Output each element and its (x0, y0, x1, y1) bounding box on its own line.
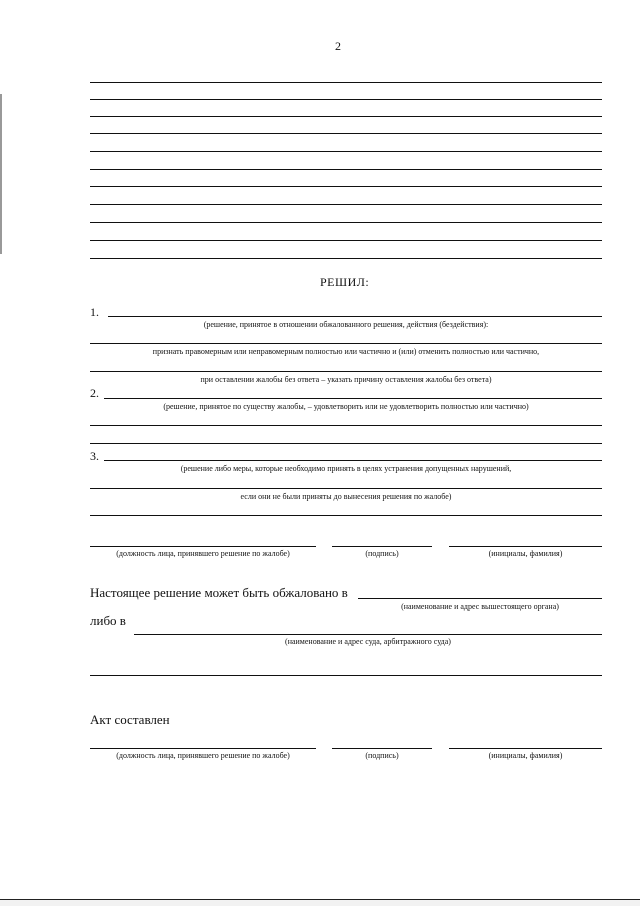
blank-line (90, 99, 602, 100)
item-1-caption-3: при оставлении жалобы без ответа – указать причину оставления жалобы без ответа) (200, 375, 492, 384)
court-line-2 (90, 675, 602, 676)
item-1-number: 1. (90, 305, 99, 319)
blank-line (90, 204, 602, 205)
scan-margin-mark (0, 94, 2, 254)
item-2-line-3 (90, 443, 602, 444)
court-caption: (наименование и адрес суда, арбитражного суда) (285, 637, 451, 646)
blank-line (90, 222, 602, 223)
item-3-line-2 (90, 488, 602, 489)
item-2-caption: (решение, принятое по существу жалобы, – удовлетворить или не удовлетворить полностью или частично) (163, 402, 529, 411)
signature-line (332, 748, 432, 749)
blank-line (90, 169, 602, 170)
or-text: либо в (90, 613, 126, 628)
position-caption: (должность лица, принявшего решение по жалобе) (116, 549, 290, 558)
higher-body-caption: (наименование и адрес вышестоящего органа) (401, 602, 559, 611)
item-2-line-2 (90, 425, 602, 426)
signature-caption: (подпись) (365, 549, 399, 558)
item-1-line-3 (90, 371, 602, 372)
blank-line (90, 151, 602, 152)
item-1-caption: (решение, принятое в отношении обжалованного решения, действия (бездействия): (203, 320, 489, 329)
blank-line (90, 258, 602, 259)
blank-line (90, 186, 602, 187)
name-caption: (инициалы, фамилия) (488, 549, 563, 558)
item-3-caption: (решение либо меры, которые необходимо принять в целях устранения допущенных нарушений, (180, 464, 512, 473)
position-line (90, 748, 316, 749)
appeal-text: Настоящее решение может быть обжаловано в (90, 585, 348, 600)
item-1-caption-2: признать правомерным или неправомерным полностью или частично и (или) отменить полностью или частично, (152, 347, 540, 356)
blank-line (90, 133, 602, 134)
court-field (134, 634, 602, 635)
decision-title: РЕШИЛ: (320, 275, 370, 289)
name-caption: (инициалы, фамилия) (488, 751, 563, 760)
item-2-field (104, 398, 602, 399)
item-2-number: 2. (90, 386, 99, 400)
position-caption: (должность лица, принявшего решение по жалобе) (116, 751, 290, 760)
higher-body-field (358, 598, 602, 599)
position-line (90, 546, 316, 547)
blank-line (90, 240, 602, 241)
signature-caption: (подпись) (365, 751, 399, 760)
item-3-number: 3. (90, 449, 99, 463)
name-line (449, 748, 602, 749)
signature-line (332, 546, 432, 547)
name-line (449, 546, 602, 547)
item-3-line-3 (90, 515, 602, 516)
page-number: 2 (335, 39, 341, 53)
item-1-line-2 (90, 343, 602, 344)
act-text: Акт составлен (90, 712, 170, 727)
blank-line (90, 82, 602, 83)
item-3-caption-2: если они не были приняты до вынесения решения по жалобе) (240, 492, 452, 501)
blank-line (90, 116, 602, 117)
item-3-field (104, 460, 602, 461)
item-1-field (108, 316, 602, 317)
